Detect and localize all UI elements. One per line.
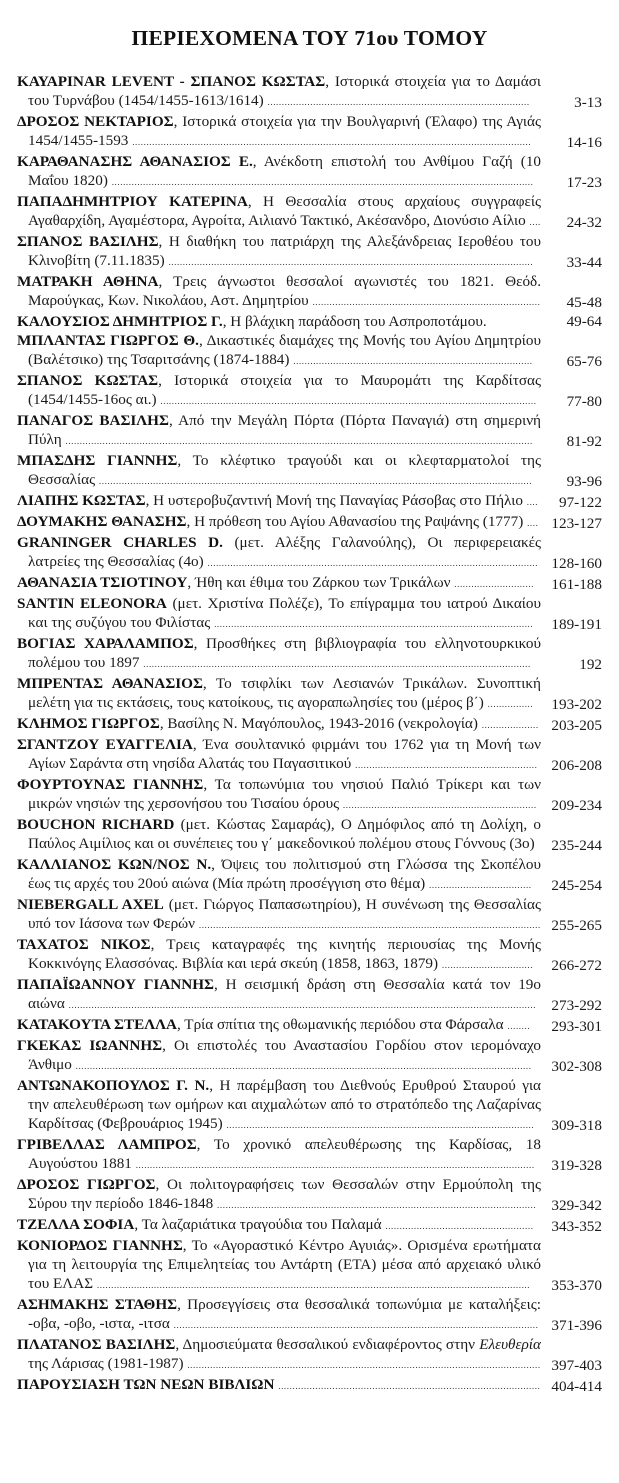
toc-entry[interactable] bbox=[17, 512, 602, 533]
entry-page-range: 353-370 bbox=[551, 1277, 602, 1294]
toc-entry[interactable] bbox=[17, 1375, 602, 1396]
entry-text bbox=[17, 331, 541, 371]
entry-text bbox=[17, 312, 541, 331]
entry-author: ΑΘΑΝΑΣΙΑ ΤΣΙΟΤΙΝΟΥ bbox=[17, 574, 188, 591]
entry-text bbox=[17, 451, 541, 491]
entry-title: , Η βλάχικη παράδοση του Ασπροποτάμου. bbox=[222, 313, 487, 330]
entry-title: , Προσεγγίσεις στα θεσσαλικά τοπωνύμια με καταλήξεις: -οβα, -οβο, -ιστα, -ιτσα bbox=[28, 1296, 541, 1332]
entry-author: ΑΝΤΩΝΑΚΟΠΟΥΛΟΣ Γ. Ν. bbox=[17, 1077, 210, 1094]
toc-entry[interactable] bbox=[17, 1215, 602, 1236]
entry-text bbox=[17, 1036, 541, 1076]
dot-leader: ........................................................................................................................................................ bbox=[98, 476, 533, 486]
entry-text bbox=[17, 895, 541, 935]
entry-text bbox=[17, 1375, 541, 1396]
entry-author: ΣΓΑΝΤΖΟΥ ΕΥΑΓΓΕΛΙΑ bbox=[17, 736, 193, 753]
dot-leader: .... bbox=[526, 497, 539, 507]
toc-entry[interactable] bbox=[17, 1015, 602, 1036]
toc-entry[interactable] bbox=[17, 491, 602, 512]
toc-entry[interactable] bbox=[17, 312, 602, 331]
entry-page-range: 193-202 bbox=[551, 696, 602, 713]
entry-text bbox=[17, 634, 541, 674]
toc-entry[interactable] bbox=[17, 411, 602, 451]
dot-leader: ................................................................................................................................ bbox=[173, 1320, 539, 1330]
toc-entry[interactable] bbox=[17, 272, 602, 312]
dot-leader: ........................................................................................................................ bbox=[198, 920, 541, 930]
entry-page-range: 45-48 bbox=[566, 294, 602, 311]
entry-title: , Η σεισμική δράση στη Θεσσαλία κατά τον 19ο αιώνα bbox=[28, 976, 541, 1012]
toc-entry[interactable] bbox=[17, 112, 602, 152]
entry-translator: (μετ. Αλέξης Γαλανούλης) bbox=[222, 534, 413, 551]
entry-title: , Ανέκδοτη επιστολή του Ανθίμου Γαζή (10 Μαΐου 1820) bbox=[28, 153, 541, 189]
entry-title: , Το τσιφλίκι των Λεσιανών Τρικάλων. Συνοπτική μελέτη για τις εκτάσεις, τους κατοίκους, τις αγοραπωλησίες του (μέρος β΄) bbox=[28, 675, 541, 711]
entry-author: ΠΑΠΑΪΩΑΝΝΟΥ ΓΙΑΝΝΗΣ bbox=[17, 976, 214, 993]
entry-author: SANTIN ELEONORA bbox=[17, 595, 167, 612]
dot-leader: ................................................................................................................ bbox=[214, 619, 534, 629]
entry-text bbox=[17, 855, 541, 895]
entry-title: , Ιστορικά στοιχεία για την Βουλγαρινή (Έλαφο) της Αγιάς 1454/1455-1593 bbox=[28, 113, 541, 149]
entry-page-range: 209-234 bbox=[551, 797, 602, 814]
entry-title: , Η παρέμβαση του Διεθνούς Ερυθρού Σταυρού για την απελευθέρωση των ομήρων και αιχμαλώτων από το στρατόπεδο της Λαζαρίνας Καρδίτσας (Φεβρουάριος 1945) bbox=[28, 1077, 541, 1132]
entry-title: , Τα λαζαριάτικα τραγούδια του Παλαμά bbox=[134, 1216, 382, 1233]
entry-author: ΑΣΗΜΑΚΗΣ ΣΤΑΘΗΣ bbox=[17, 1296, 178, 1313]
toc-entry[interactable] bbox=[17, 935, 602, 975]
entry-author: ΚΑΡΑΘΑΝΑΣΗΣ ΑΘΑΝΑΣΙΟΣ Ε. bbox=[17, 153, 253, 170]
table-of-contents bbox=[17, 72, 602, 1396]
entry-title: , Οι πολιτογραφήσεις των Θεσσαλών στην Ερμούπολη της Σύρου την περίοδο 1846-1848 bbox=[28, 1176, 541, 1212]
entry-page-range: 397-403 bbox=[551, 1357, 602, 1374]
entry-author: BOUCHON RICHARD bbox=[17, 816, 175, 833]
dot-leader: ............................ bbox=[454, 579, 535, 589]
toc-entry[interactable] bbox=[17, 72, 602, 112]
toc-entry[interactable] bbox=[17, 232, 602, 272]
entry-page-range: 235-244 bbox=[551, 837, 602, 854]
toc-entry[interactable] bbox=[17, 573, 602, 594]
entry-text bbox=[17, 1335, 541, 1375]
entry-author: ΚΑΥΑΡΙΝΑR LEVENT - ΣΠΑΝΟΣ ΚΩΣΤΑΣ bbox=[17, 73, 326, 90]
dot-leader: ............................................................................................................ bbox=[226, 1120, 535, 1130]
entry-title: , Οι επιστολές του Αναστασίου Γορδίου στον ιερομόναχο Άνθιμο bbox=[28, 1037, 541, 1073]
entry-text bbox=[17, 1236, 541, 1295]
entry-author: ΚΟΝΙΟΡΔΟΣ ΓΙΑΝΝΗΣ bbox=[17, 1237, 183, 1254]
entry-title: , Οι περιφερειακές λατρείες της Θεσσαλίας (4ο) bbox=[28, 534, 541, 570]
entry-title: , Το «Αγοραστικό Κέντρο Αγυιάς». Ορισμένα ερωτήματα για τη λειτουργία της Επιμελητείας του Αντάρτη (ΕΤΑ) μέσα από αρχειακό υλικό του ΕΛΑΣ bbox=[28, 1237, 541, 1292]
dot-leader: ................................................................................ bbox=[312, 297, 541, 307]
entry-page-range: 329-342 bbox=[551, 1197, 602, 1214]
dot-leader: .................................................................................................................... bbox=[207, 558, 539, 568]
entry-page-range: 93-96 bbox=[566, 473, 602, 490]
entry-author: GRANINGER CHARLES D. bbox=[17, 534, 223, 551]
dot-leader: ........ bbox=[507, 1021, 531, 1031]
entry-title: , Η πρόθεση του Αγίου Αθανασίου της Ραψάνης (1777) bbox=[186, 513, 524, 530]
entry-page-range: 404-414 bbox=[551, 1378, 602, 1395]
entry-title: , Το χρονικό απελευθέρωσης της Καρδίσας, 18 Αυγούστου 1881 bbox=[28, 1136, 541, 1172]
entry-author: ΤΖΕΛΛΑ ΣΟΦΙΑ bbox=[17, 1216, 135, 1233]
entry-title: , Τρία σπίτια της οθωμανικής περιόδου στα Φάρσαλα bbox=[176, 1016, 504, 1033]
toc-entry[interactable] bbox=[17, 152, 602, 192]
toc-entry[interactable] bbox=[17, 533, 602, 573]
entry-text bbox=[17, 775, 541, 815]
entry-author: ΚΛΗΜΟΣ ΓΙΩΡΓΟΣ bbox=[17, 715, 160, 732]
entry-page-range: 192 bbox=[579, 656, 602, 673]
toc-entry[interactable] bbox=[17, 192, 602, 232]
entry-author: ΤΑΧΑΤΟΣ ΝΙΚΟΣ bbox=[17, 936, 151, 953]
dot-leader: .................................................................................................................................................... bbox=[111, 177, 534, 187]
entry-author: ΚΑΛΟΥΣΙΟΣ ΔΗΜΗΤΡΙΟΣ Γ. bbox=[17, 313, 223, 330]
entry-title: , Τρεις καταγραφές της κινητής περιουσίας της Μονής Κοκκινόγης Ελασσόνας. Βιβλία και ιερά σκεύη (1858, 1863, 1879) bbox=[28, 936, 541, 972]
dot-leader: ................................................................................................................................................................ bbox=[75, 1061, 532, 1071]
entry-title: , Η συνένωση της Θεσσαλίας υπό τον Ιάσονα των Φερών bbox=[28, 896, 541, 932]
entry-text bbox=[17, 674, 541, 714]
entry-page-range: 245-254 bbox=[551, 877, 602, 894]
toc-entry[interactable] bbox=[17, 371, 602, 411]
entry-text bbox=[17, 573, 541, 594]
toc-entry[interactable] bbox=[17, 815, 602, 855]
entry-author: ΜΠΛΑΝΤΑΣ ΓΙΩΡΓΟΣ Θ. bbox=[17, 332, 199, 349]
entry-title: , Η Θεσσαλία στους αρχαίους συγγραφείς Αγαθαρχίδη, Αγαμέστορα, Αγροίτα, Αιλιανό Τακτικό, Ακέσανδρο, Διονύσιο Αίλιο bbox=[28, 193, 541, 229]
entry-text bbox=[17, 272, 541, 312]
entry-title: , Το κλέφτικο τραγούδι και οι κλεφταρματολοί της Θεσσαλίας bbox=[28, 452, 541, 488]
entry-author: ΚΑΤΑΚΟΥΤΑ ΣΤΕΛΛΑ bbox=[17, 1016, 177, 1033]
entry-text bbox=[17, 232, 541, 272]
entry-text bbox=[17, 112, 541, 152]
entry-title: , Προσθήκες στη βιβλιογραφία του ελληνοτουρκικού πολέμου του 1897 bbox=[28, 635, 541, 671]
dot-leader: ............................................................................................................................................ bbox=[132, 137, 532, 147]
entry-page-range: 33-44 bbox=[566, 254, 602, 271]
dot-leader: ............................................................................................ bbox=[267, 97, 530, 107]
entry-author: ΔΟΥΜΑΚΗΣ ΘΑΝΑΣΗΣ bbox=[17, 513, 187, 530]
entry-title: , Τα τοπωνύμια του νησιού Παλιό Τρίκερι και των μικρών νησιών της χερσονήσου του Τισαίου όρους bbox=[28, 776, 541, 812]
entry-page-range: 14-16 bbox=[566, 134, 602, 151]
entry-page-range: 343-352 bbox=[551, 1218, 602, 1235]
entry-page-range: 371-396 bbox=[551, 1317, 602, 1334]
dot-leader: ................................................................................................................................ bbox=[168, 257, 534, 267]
toc-entry[interactable] bbox=[17, 1175, 602, 1215]
dot-leader: ................................................................................................................ bbox=[217, 1200, 537, 1210]
entry-title: , Δημοσιεύματα θεσσαλικού ενδιαφέροντος στην bbox=[175, 1336, 480, 1353]
entry-author: ΓΡΙΒΕΛΛΑΣ ΛΑΜΠΡΟΣ bbox=[17, 1136, 197, 1153]
entry-text bbox=[17, 815, 541, 855]
dot-leader: .... bbox=[529, 217, 541, 227]
toc-entry[interactable] bbox=[17, 451, 602, 491]
entry-title: , Το επίγραμμα του ιατρού Δικαίου και της συζύγου του Φιλίστας bbox=[28, 595, 541, 631]
entry-author: ΔΡΟΣΟΣ ΓΙΩΡΓΟΣ bbox=[17, 1176, 156, 1193]
entry-title-italic: Ελευθερία bbox=[479, 1336, 541, 1353]
entry-text bbox=[17, 512, 541, 533]
entry-author: ΠΛΑΤΑΝΟΣ ΒΑΣΙΛΗΣ bbox=[17, 1336, 176, 1353]
dot-leader: .................................................................................................................................................................... bbox=[68, 1000, 537, 1010]
dot-leader: ........................................................................................................................................ bbox=[143, 659, 531, 669]
entry-page-range: 206-208 bbox=[551, 757, 602, 774]
entry-author: ΠΑΠΑΔΗΜΗΤΡΙΟΥ ΚΑΤΕΡΙΝΑ bbox=[17, 193, 248, 210]
entry-text bbox=[17, 935, 541, 975]
toc-entry[interactable] bbox=[17, 1076, 602, 1135]
entry-text bbox=[17, 1135, 541, 1175]
toc-entry[interactable] bbox=[17, 594, 602, 634]
dot-leader: ................................................................ bbox=[355, 760, 538, 770]
entry-translator: (μετ. Γιώργος Παπασωτηρίου) bbox=[163, 896, 358, 913]
dot-leader: .................................................................................................................................................................... bbox=[65, 436, 533, 446]
entry-text bbox=[17, 411, 541, 451]
entry-page-range: 309-318 bbox=[551, 1117, 602, 1134]
entry-text bbox=[17, 371, 541, 411]
entry-text bbox=[17, 1076, 541, 1135]
entry-page-range: 255-265 bbox=[551, 917, 602, 934]
entry-page-range: 293-301 bbox=[551, 1018, 602, 1035]
entry-page-range: 203-205 bbox=[551, 717, 602, 734]
dot-leader: .................................................................... bbox=[342, 800, 537, 810]
dot-leader: ........................................................................................................................................................ bbox=[96, 1280, 531, 1290]
entry-translator: (μετ. Χριστίνα Πολέζε) bbox=[166, 595, 320, 612]
dot-leader: .................................................................................... bbox=[293, 356, 533, 366]
entry-author: ΓΚΕΚΑΣ ΙΩΑΝΝΗΣ bbox=[17, 1037, 163, 1054]
entry-page-range: 65-76 bbox=[566, 353, 602, 370]
entry-page-range: 3-13 bbox=[574, 94, 602, 111]
entry-author: ΜΑΤΡΑΚΗ ΑΘΗΝΑ bbox=[17, 273, 159, 290]
toc-entry[interactable] bbox=[17, 331, 602, 371]
entry-text bbox=[17, 152, 541, 192]
entry-text bbox=[17, 491, 541, 512]
entry-author: ΛΙΑΠΗΣ ΚΩΣΤΑΣ bbox=[17, 492, 146, 509]
dot-leader: ............................................................................................ bbox=[278, 1381, 541, 1391]
toc-entry[interactable] bbox=[17, 975, 602, 1015]
entry-page-range: 77-80 bbox=[566, 393, 602, 410]
entry-title: , Βασίλης Ν. Μαγόπουλος, 1943-2016 (νεκρολογία) bbox=[159, 715, 478, 732]
entry-page-range: 17-23 bbox=[566, 174, 602, 191]
dot-leader: .................................................................................................................................... bbox=[160, 396, 537, 406]
entry-text bbox=[17, 735, 541, 775]
dot-leader: ................ bbox=[487, 699, 534, 709]
entry-text bbox=[17, 1215, 541, 1236]
toc-entry[interactable] bbox=[17, 775, 602, 815]
entry-page-range: 97-122 bbox=[558, 494, 602, 511]
entry-text bbox=[17, 714, 541, 735]
entry-page-range: 161-188 bbox=[551, 576, 602, 593]
entry-title: , Από την Μεγάλη Πόρτα (Πόρτα Παναγιά) στη σημερινή Πύλη bbox=[28, 412, 541, 448]
entry-text bbox=[17, 192, 541, 232]
entry-title: , Ήθη και έθιμα του Ζάρκου των Τρικάλων bbox=[187, 574, 451, 591]
entry-author: ΠΑΝΑΓΟΣ ΒΑΣΙΛΗΣ bbox=[17, 412, 169, 429]
dot-leader: .................... bbox=[481, 720, 539, 730]
page-title: ΠΕΡΙΕΧΟΜΕΝΑ ΤΟΥ 71ου ΤΟΜΟΥ bbox=[131, 26, 488, 50]
entry-author: NIEBERGALL AXEL bbox=[17, 896, 164, 913]
toc-entry[interactable] bbox=[17, 674, 602, 714]
entry-title-continued: της Λάρισας (1981-1987) bbox=[28, 1355, 184, 1372]
entry-page-range: 128-160 bbox=[551, 555, 602, 572]
entry-text bbox=[17, 594, 541, 634]
toc-entry[interactable] bbox=[17, 714, 602, 735]
entry-title: , Ένα σουλτανικό φιρμάνι του 1762 για τη Μονή των Αγίων Σαράντα στη νησίδα Αλατάς του Παγασιτικού bbox=[28, 736, 541, 772]
toc-entry[interactable] bbox=[17, 855, 602, 895]
entry-page-range: 189-191 bbox=[551, 616, 602, 633]
toc-entry[interactable] bbox=[17, 1295, 602, 1335]
entry-title: , Η διαθήκη του πατριάρχη της Αλεξάνδρειας Ιεροθέου του Κλινοβίτη (7.11.1835) bbox=[28, 233, 541, 269]
entry-text bbox=[17, 1295, 541, 1335]
entry-page-range: 266-272 bbox=[551, 957, 602, 974]
entry-text bbox=[17, 72, 541, 112]
dot-leader: .... bbox=[527, 518, 539, 528]
entry-title: , Τρεις άγνωστοι θεσσαλοί αγωνιστές του 1821. Θεόδ. Μαρούγκας, Κων. Νικολάου, Αστ. Δημητρίου bbox=[28, 273, 541, 309]
entry-page-range: 24-32 bbox=[566, 214, 602, 231]
entry-text bbox=[17, 533, 541, 573]
toc-entry[interactable] bbox=[17, 735, 602, 775]
entry-page-range: 49-64 bbox=[566, 313, 602, 330]
entry-author: ΜΠΑΣΔΗΣ ΓΙΑΝΝΗΣ bbox=[17, 452, 178, 469]
entry-title: , Ιστορικά στοιχεία για το Μαυρομάτι της Καρδίτσας (1454/1455-16ος αι.) bbox=[28, 372, 541, 408]
dot-leader: ............................................................................................................................ bbox=[187, 1360, 541, 1370]
dot-leader: .................................................... bbox=[385, 1221, 534, 1231]
dot-leader: ................................ bbox=[441, 960, 534, 970]
toc-entry[interactable] bbox=[17, 1236, 602, 1295]
entry-page-range: 123-127 bbox=[551, 515, 602, 532]
dot-leader: ............................................................................................................................................ bbox=[135, 1160, 535, 1170]
entry-text bbox=[17, 975, 541, 1015]
toc-entry[interactable] bbox=[17, 1135, 602, 1175]
toc-entry[interactable] bbox=[17, 895, 602, 935]
entry-author: ΠΑΡΟΥΣΙΑΣΗ ΤΩΝ ΝΕΩΝ ΒΙΒΛΙΩΝ bbox=[17, 1376, 275, 1393]
toc-entry[interactable] bbox=[17, 1335, 602, 1375]
entry-title: , Ο Δημόφιλος από τη Δολίχη, ο Παύλος Αιμίλιος και οι συνέπειες του γ΄ μακεδονικού πολέμου στους Γόννους (3ο) bbox=[28, 816, 541, 852]
entry-title: , Ιστορικά στοιχεία για το Δαμάσι του Τυρνάβου (1454/1455-1613/1614) bbox=[28, 73, 541, 109]
toc-entry[interactable] bbox=[17, 634, 602, 674]
toc-entry[interactable] bbox=[17, 1036, 602, 1076]
entry-text bbox=[17, 1015, 541, 1036]
dot-leader: .................................... bbox=[429, 880, 532, 890]
entry-title: , Όψεις του πολιτισμού στη Γλώσσα της Σκοπέλου έως τις αρχές του 20ού αιώνα (Μία πρώτη προσέγγιση στο θέμα) bbox=[28, 856, 541, 892]
entry-author: ΦΟΥΡΤΟΥΝΑΣ ΓΙΑΝΝΗΣ bbox=[17, 776, 204, 793]
entry-page-range: 273-292 bbox=[551, 997, 602, 1014]
entry-title: , Η υστεροβυζαντινή Μονή της Παναγίας Ράσοβας στο Πήλιο bbox=[145, 492, 523, 509]
entry-page-range: 302-308 bbox=[551, 1058, 602, 1075]
entry-author: ΔΡΟΣΟΣ ΝΕΚΤΑΡΙΟΣ bbox=[17, 113, 174, 130]
entry-page-range: 81-92 bbox=[566, 433, 602, 450]
entry-author: ΣΠΑΝΟΣ ΚΩΣΤΑΣ bbox=[17, 372, 159, 389]
entry-author: ΜΠΡΕΝΤΑΣ ΑΘΑΝΑΣΙΟΣ bbox=[17, 675, 203, 692]
entry-author: ΒΟΓΙΑΣ ΧΑΡΑΛΑΜΠΟΣ bbox=[17, 635, 194, 652]
entry-author: ΚΑΛΛΙΑΝΟΣ ΚΩΝ/ΝΟΣ Ν. bbox=[17, 856, 212, 873]
entry-text bbox=[17, 1175, 541, 1215]
entry-page-range: 319-328 bbox=[551, 1157, 602, 1174]
entry-author: ΣΠΑΝΟΣ ΒΑΣΙΛΗΣ bbox=[17, 233, 159, 250]
entry-title: , Δικαστικές διαμάχες της Μονής του Αγίου Δημητρίου (Βαλέτσικο) της Τσαριτσάνης (1874-1884) bbox=[28, 332, 541, 368]
entry-translator: (μετ. Κώστας Σαμαράς) bbox=[174, 816, 331, 833]
